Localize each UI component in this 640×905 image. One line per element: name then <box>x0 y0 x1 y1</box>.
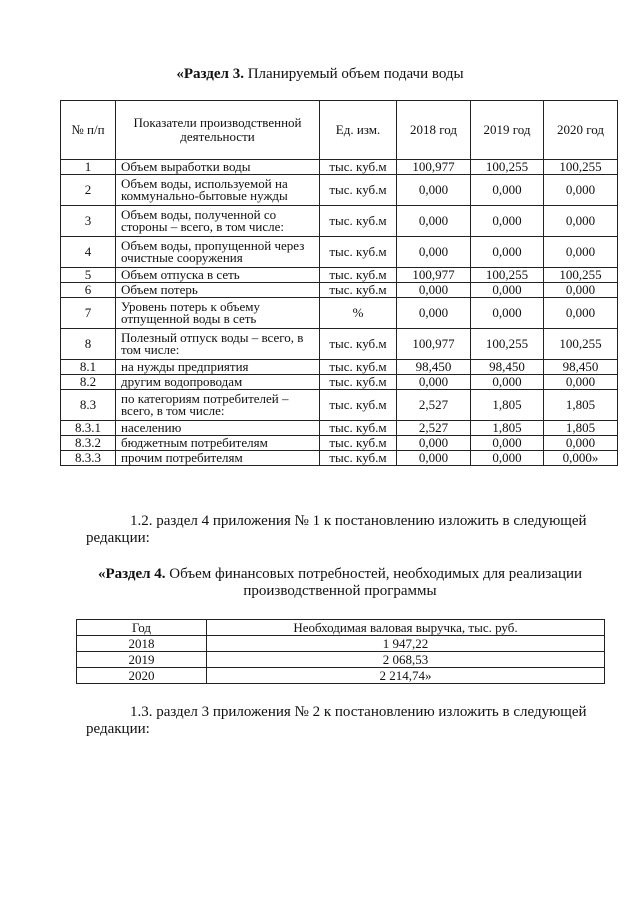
paragraph-1-3 <box>86 704 606 738</box>
revenue-value: 2 068,53 <box>207 652 605 668</box>
row-2019: 98,450 <box>471 360 544 375</box>
revenue-table <box>76 619 605 684</box>
row-2019: 0,000 <box>471 451 544 466</box>
row-unit: тыс. куб.м <box>320 268 397 283</box>
row-name: Объем отпуска в сеть <box>116 268 320 283</box>
revenue-row <box>77 636 605 652</box>
table-row <box>61 283 618 298</box>
row-unit: тыс. куб.м <box>320 206 397 237</box>
header-num: № п/п <box>61 101 116 160</box>
row-num: 5 <box>61 268 116 283</box>
row-name: населению <box>116 421 320 436</box>
row-num: 8.2 <box>61 375 116 390</box>
row-2018: 0,000 <box>397 375 471 390</box>
table-row <box>61 298 618 329</box>
row-2020: 98,450 <box>544 360 618 375</box>
paragraph-1-2-text: 1.2. раздел 4 приложения № 1 к постановлению изложить в следующей редакции: <box>86 513 587 546</box>
row-unit: тыс. куб.м <box>320 390 397 421</box>
row-unit: тыс. куб.м <box>320 421 397 436</box>
row-name: другим водопроводам <box>116 375 320 390</box>
table-row <box>61 360 618 375</box>
row-2018: 0,000 <box>397 175 471 206</box>
row-name: Объем выработки воды <box>116 160 320 175</box>
revenue-row <box>77 652 605 668</box>
row-2019: 100,255 <box>471 329 544 360</box>
table-row <box>61 206 618 237</box>
row-name: Объем потерь <box>116 283 320 298</box>
row-name: Объем воды, используемой на коммунально-бытовые нужды <box>116 175 320 206</box>
table-row <box>61 421 618 436</box>
table-header-row <box>61 101 618 160</box>
row-name: по категориям потребителей – всего, в том числе: <box>116 390 320 421</box>
row-2020: 100,255 <box>544 268 618 283</box>
row-num: 8 <box>61 329 116 360</box>
header-2020: 2020 год <box>544 101 618 160</box>
header-indicator: Показатели производственной деятельности <box>116 101 320 160</box>
revenue-year: 2018 <box>77 636 207 652</box>
row-2018: 0,000 <box>397 237 471 268</box>
row-2020: 1,805 <box>544 390 618 421</box>
row-name: Уровень потерь к объему отпущенной воды в сеть <box>116 298 320 329</box>
row-num: 7 <box>61 298 116 329</box>
row-unit: % <box>320 298 397 329</box>
table-row <box>61 329 618 360</box>
row-num: 3 <box>61 206 116 237</box>
row-name: на нужды предприятия <box>116 360 320 375</box>
row-2020: 100,255 <box>544 160 618 175</box>
section4-title <box>80 566 600 600</box>
paragraph-1-2 <box>86 513 606 547</box>
row-num: 8.1 <box>61 360 116 375</box>
row-2019: 0,000 <box>471 298 544 329</box>
section3-title-rest: Планируемый объем подачи воды <box>243 66 464 82</box>
section3-title-bold: «Раздел 3. <box>176 66 244 82</box>
header-revenue: Необходимая валовая выручка, тыс. руб. <box>207 620 605 636</box>
header-year: Год <box>77 620 207 636</box>
row-2019: 100,255 <box>471 268 544 283</box>
header-unit: Ед. изм. <box>320 101 397 160</box>
row-2018: 2,527 <box>397 421 471 436</box>
revenue-header-row <box>77 620 605 636</box>
revenue-year: 2020 <box>77 668 207 684</box>
row-2020: 0,000 <box>544 206 618 237</box>
row-2018: 100,977 <box>397 160 471 175</box>
row-2018: 100,977 <box>397 329 471 360</box>
row-2019: 0,000 <box>471 175 544 206</box>
row-unit: тыс. куб.м <box>320 237 397 268</box>
row-2020: 0,000 <box>544 283 618 298</box>
row-2018: 0,000 <box>397 451 471 466</box>
row-num: 6 <box>61 283 116 298</box>
row-name: прочим потребителям <box>116 451 320 466</box>
revenue-value: 2 214,74» <box>207 668 605 684</box>
row-2019: 1,805 <box>471 390 544 421</box>
row-2019: 1,805 <box>471 421 544 436</box>
row-2019: 100,255 <box>471 160 544 175</box>
table-row <box>61 160 618 175</box>
row-2018: 0,000 <box>397 298 471 329</box>
header-2019: 2019 год <box>471 101 544 160</box>
row-num: 1 <box>61 160 116 175</box>
row-2018: 100,977 <box>397 268 471 283</box>
row-2020: 100,255 <box>544 329 618 360</box>
revenue-value: 1 947,22 <box>207 636 605 652</box>
row-unit: тыс. куб.м <box>320 451 397 466</box>
row-unit: тыс. куб.м <box>320 436 397 451</box>
water-supply-table <box>60 100 618 466</box>
row-2018: 0,000 <box>397 436 471 451</box>
paragraph-1-3-text: 1.3. раздел 3 приложения № 2 к постановлению изложить в следующей редакции: <box>86 704 587 737</box>
section3-title <box>60 66 580 83</box>
table-row <box>61 375 618 390</box>
section4-title-bold: «Раздел 4. <box>97 566 166 582</box>
section4-title-rest: Объем финансовых потребностей, необходимых для реализации производственной программы <box>165 566 583 599</box>
row-2020: 0,000 <box>544 298 618 329</box>
row-num: 8.3.3 <box>61 451 116 466</box>
row-2018: 2,527 <box>397 390 471 421</box>
table-row <box>61 237 618 268</box>
table-row <box>61 175 618 206</box>
row-2020: 0,000 <box>544 237 618 268</box>
row-unit: тыс. куб.м <box>320 160 397 175</box>
water-supply-table-body <box>61 160 618 466</box>
row-name: Объем воды, полученной со стороны – всего, в том числе: <box>116 206 320 237</box>
row-num: 8.3.2 <box>61 436 116 451</box>
row-2020: 0,000 <box>544 375 618 390</box>
row-2019: 0,000 <box>471 237 544 268</box>
row-2018: 0,000 <box>397 206 471 237</box>
row-num: 8.3 <box>61 390 116 421</box>
row-unit: тыс. куб.м <box>320 360 397 375</box>
row-2020: 0,000» <box>544 451 618 466</box>
table-row <box>61 436 618 451</box>
row-num: 8.3.1 <box>61 421 116 436</box>
row-num: 2 <box>61 175 116 206</box>
revenue-year: 2019 <box>77 652 207 668</box>
row-unit: тыс. куб.м <box>320 329 397 360</box>
row-name: Объем воды, пропущенной через очистные сооружения <box>116 237 320 268</box>
table-row <box>61 451 618 466</box>
row-unit: тыс. куб.м <box>320 283 397 298</box>
row-2020: 0,000 <box>544 175 618 206</box>
row-unit: тыс. куб.м <box>320 375 397 390</box>
row-2020: 0,000 <box>544 436 618 451</box>
row-num: 4 <box>61 237 116 268</box>
row-2020: 1,805 <box>544 421 618 436</box>
row-2018: 0,000 <box>397 283 471 298</box>
table-row <box>61 268 618 283</box>
row-2019: 0,000 <box>471 206 544 237</box>
revenue-row <box>77 668 605 684</box>
row-unit: тыс. куб.м <box>320 175 397 206</box>
row-2019: 0,000 <box>471 436 544 451</box>
table-row <box>61 390 618 421</box>
row-name: Полезный отпуск воды – всего, в том числе: <box>116 329 320 360</box>
row-2018: 98,450 <box>397 360 471 375</box>
row-2019: 0,000 <box>471 283 544 298</box>
row-2019: 0,000 <box>471 375 544 390</box>
header-2018: 2018 год <box>397 101 471 160</box>
row-name: бюджетным потребителям <box>116 436 320 451</box>
